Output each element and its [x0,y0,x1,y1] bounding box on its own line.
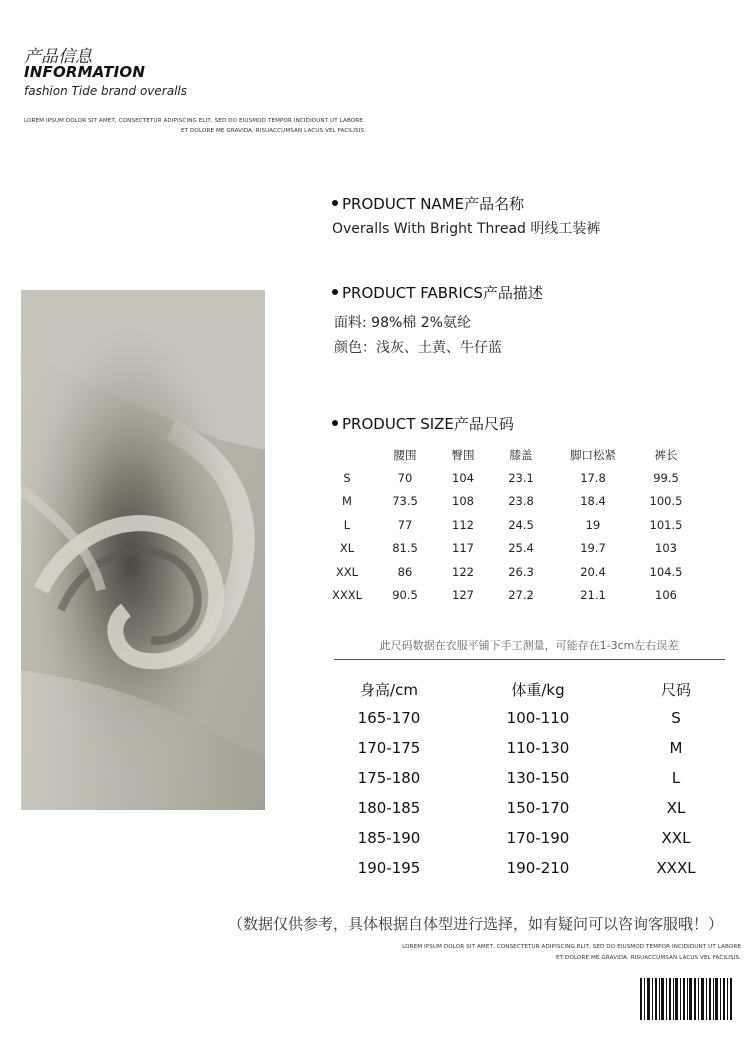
product-name-heading-text: PRODUCT NAME产品名称 [342,195,525,213]
product-name-value: Overalls With Bright Thread 明线工装裤 [332,221,601,237]
hw-cell-size: L [671,769,681,787]
hw-cell-height: 175-180 [357,769,421,787]
barcode-icon [640,978,732,1020]
footer-lorem-line1: LOREM IPSUM DOLOR SIT AMET, CONSECTETUR ADIPISCING ELIT, SED DO EIUSMOD TEMPOR INCIDIDUNT UT LABORE [402,944,741,950]
hw-col-header: 尺码 [660,681,691,699]
size-cell: 23.8 [508,494,534,508]
size-cell: 104.5 [649,565,683,579]
size-col-header: 脚口松紧 [570,448,616,462]
size-cell: 108 [452,494,474,508]
size-cell: 18.4 [580,494,606,508]
hw-cell-weight: 110-130 [506,739,570,757]
product-size-heading-text: PRODUCT SIZE产品尺码 [342,415,514,433]
size-cell: 23.1 [508,471,534,485]
hw-cell-weight: 100-110 [506,709,570,727]
footer-lorem-line2: ET DOLORE ME GRAVIDA. RISUACCUMSAN LACUS VEL FACILISIS. [556,955,741,961]
size-row-label: M [342,494,352,508]
size-cell: 112 [452,518,474,532]
header-lorem-line1: LOREM IPSUM DOLOR SIT AMET, CONSECTETUR ADIPISCING ELIT, SED DO EIUSMOD TEMPOR INCIDIDUNT UT LABORE [24,118,363,124]
size-cell: 73.5 [392,494,418,508]
fabric-composition: 面料: 98%棉 2%氨纶 [334,315,471,331]
size-measurement-note: 此尺码数据在衣服平铺下手工测量，可能存在1-3cm左右误差 [379,639,679,652]
hw-cell-weight: 130-150 [506,769,570,787]
size-row-label: S [343,471,351,485]
size-col-header: 膝盖 [509,448,533,462]
hw-cell-height: 185-190 [357,829,421,847]
size-cell: 90.5 [392,588,418,602]
size-cell: 20.4 [580,565,606,579]
size-cell: 24.5 [508,518,534,532]
size-cell: 100.5 [649,494,683,508]
size-cell: 70 [397,471,413,485]
size-cell: 86 [397,565,413,579]
product-name-heading [332,193,524,214]
product-size-heading [332,413,514,434]
size-row-label: L [343,518,351,532]
header-cn-title: 产品信息 [24,47,92,67]
size-row-label: XL [339,541,355,555]
hw-col-header: 体重/kg [511,681,565,699]
size-row-label: XXL [335,565,359,579]
hw-cell-height: 180-185 [357,799,421,817]
bullet-dot-icon [332,420,338,426]
hw-cell-size: XL [666,799,686,817]
size-cell: 19.7 [580,541,606,555]
hw-cell-height: 165-170 [357,709,421,727]
header-subtitle: fashion Tide brand overalls [24,84,187,98]
size-cell: 104 [452,471,474,485]
hw-cell-weight: 150-170 [506,799,570,817]
size-col-header: 腰围 [393,448,417,462]
hw-cell-size: XXL [661,829,691,847]
size-cell: 21.1 [580,588,606,602]
size-row-label: XXXL [331,588,363,602]
hw-cell-weight: 190-210 [506,859,570,877]
size-col-header: 臀围 [451,448,475,462]
header-en-title: INFORMATION [24,63,146,81]
size-cell: 122 [452,565,474,579]
bullet-dot-icon [332,200,338,206]
disclaimer: （数据仅供参考，具体根据自体型进行选择，如有疑问可以咨询客服哦！） [228,915,724,933]
size-cell: 117 [452,541,474,555]
size-cell: 103 [655,541,677,555]
size-cell: 26.3 [508,565,534,579]
bullet-dot-icon [332,289,338,295]
size-cell: 17.8 [580,471,606,485]
divider [334,659,725,660]
fabric-colors: 颜色：浅灰、土黄、牛仔蓝 [334,340,502,356]
hw-cell-height: 190-195 [357,859,421,877]
hw-cell-size: XXXL [656,859,696,877]
size-cell: 127 [452,588,474,602]
product-fabrics-heading [332,282,543,303]
fabric-photo [21,290,265,810]
product-fabrics-heading-text: PRODUCT FABRICS产品描述 [342,284,543,302]
size-cell: 81.5 [392,541,418,555]
hw-col-header: 身高/cm [360,681,418,699]
size-cell: 19 [585,518,601,532]
size-col-header: 裤长 [654,448,678,462]
size-cell: 27.2 [508,588,534,602]
size-cell: 101.5 [649,518,683,532]
size-cell: 77 [397,518,413,532]
hw-cell-weight: 170-190 [506,829,570,847]
size-cell: 106 [655,588,677,602]
hw-cell-size: S [671,709,681,727]
size-cell: 25.4 [508,541,534,555]
size-cell: 99.5 [653,471,679,485]
hw-cell-size: M [669,739,683,757]
hw-cell-height: 170-175 [357,739,421,757]
header-lorem-line2: ET DOLORE ME GRAVIDA. RISUACCUMSAN LACUS VEL FACILISIS. [181,128,366,134]
